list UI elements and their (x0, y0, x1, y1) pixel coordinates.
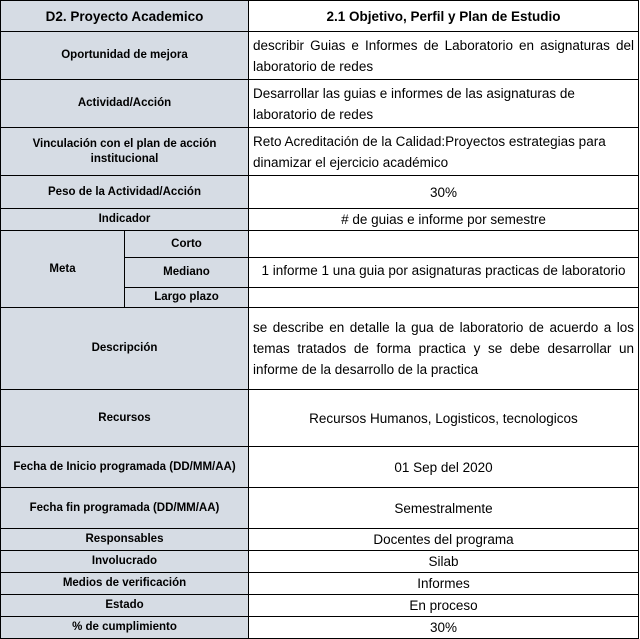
cumplimiento-value: 30% (249, 617, 639, 639)
row-involucrado (1, 551, 639, 573)
oportunidad-label: Oportunidad de mejora (1, 32, 249, 80)
row-recursos (1, 390, 639, 447)
fecha-inicio-label: Fecha de Inicio programada (DD/MM/AA) (1, 447, 249, 488)
meta-mediano-cell (249, 258, 639, 288)
meta-largo-label: Largo plazo (125, 288, 249, 308)
peso-value: 30% (249, 176, 639, 209)
row-vinculacion (1, 128, 639, 176)
responsables-value: Docentes del programa (249, 529, 639, 551)
header-right: 2.1 Objetivo, Perfil y Plan de Estudio (249, 1, 639, 32)
row-meta-corto (1, 231, 639, 258)
row-medios (1, 573, 639, 595)
actividad-label: Actividad/Acción (1, 80, 249, 128)
row-oportunidad (1, 32, 639, 80)
recursos-value: Recursos Humanos, Logisticos, tecnologicos (249, 390, 639, 447)
indicador-label: Indicador (1, 209, 249, 231)
meta-corto-value (249, 231, 639, 258)
responsables-label: Responsables (1, 529, 249, 551)
header-row (1, 1, 639, 32)
row-actividad (1, 80, 639, 128)
peso-label: Peso de la Actividad/Acción (1, 176, 249, 209)
row-estado (1, 595, 639, 617)
medios-value: Informes (249, 573, 639, 595)
meta-mediano-label: Mediano (125, 258, 249, 288)
row-peso (1, 176, 639, 209)
fecha-fin-label: Fecha fin programada (DD/MM/AA) (1, 488, 249, 529)
vinculacion-value: Reto Acreditación de la Calidad:Proyectos estrategias para dinamizar el ejercicio académico (249, 128, 639, 176)
meta-mediano-value: 1 informe 1 una guia por asignaturas practicas de laboratorio (261, 263, 626, 278)
header-left: D2. Proyecto Academico (1, 1, 249, 32)
medios-label: Medios de verificación (1, 573, 249, 595)
meta-label: Meta (1, 231, 125, 308)
row-descripcion (1, 308, 639, 390)
meta-corto-label: Corto (125, 231, 249, 258)
involucrado-label: Involucrado (1, 551, 249, 573)
descripcion-value: se describe en detalle la gua de laboratorio de acuerdo a los temas tratados de forma practica y se debe desarrollar un informe de la desarrollo de la practica (249, 308, 639, 390)
estado-value: En proceso (249, 595, 639, 617)
estado-label: Estado (1, 595, 249, 617)
involucrado-value: Silab (249, 551, 639, 573)
fecha-inicio-value: 01 Sep del 2020 (249, 447, 639, 488)
meta-largo-value (249, 288, 639, 308)
vinculacion-label: Vinculación con el plan de acción institucional (1, 128, 249, 176)
actividad-value: Desarrollar las guias e informes de las asignaturas de laboratorio de redes (249, 80, 639, 128)
row-fecha-fin (1, 488, 639, 529)
row-fecha-inicio (1, 447, 639, 488)
recursos-label: Recursos (1, 390, 249, 447)
row-indicador (1, 209, 639, 231)
row-responsables (1, 529, 639, 551)
row-cumplimiento (1, 617, 639, 639)
descripcion-label: Descripción (1, 308, 249, 390)
indicador-value: # de guias e informe por semestre (249, 209, 639, 231)
cumplimiento-label: % de cumplimiento (1, 617, 249, 639)
fecha-fin-value: Semestralmente (249, 488, 639, 529)
oportunidad-value: describir Guias e Informes de Laboratorio en asignaturas del laboratorio de redes (249, 32, 639, 80)
